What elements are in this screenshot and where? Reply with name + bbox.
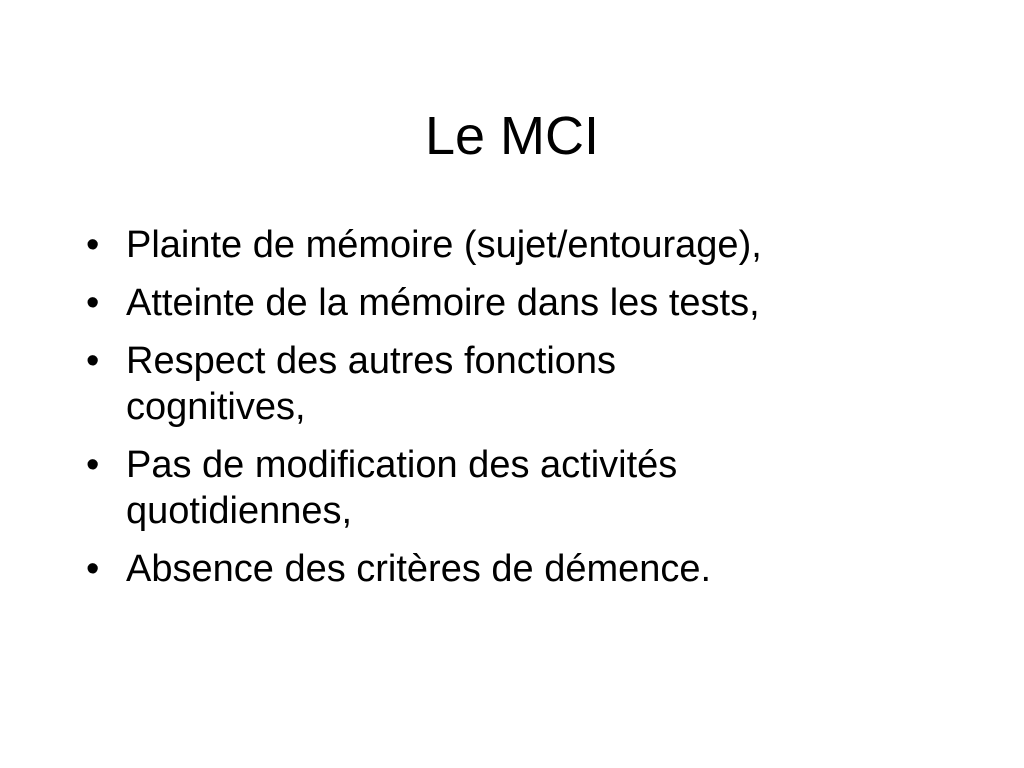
bullet-item (86, 280, 946, 326)
slide-title: Le MCI (424, 106, 600, 166)
bullet-item (86, 546, 946, 592)
bullet-item (86, 442, 946, 534)
bullet-icon: • (86, 548, 100, 590)
bullet-icon: • (86, 224, 100, 266)
bullet-list (86, 222, 946, 604)
bullet-icon: • (86, 340, 100, 382)
bullet-text: Respect des autres fonctions cognitives, (126, 340, 617, 428)
bullet-text: Atteinte de la mémoire dans les tests, (126, 282, 760, 324)
bullet-icon: • (86, 444, 100, 486)
bullet-item (86, 222, 946, 268)
bullet-item (86, 338, 946, 430)
bullet-text: Pas de modification des activités quotidiennes, (126, 444, 678, 532)
bullet-icon: • (86, 282, 100, 324)
bullet-text: Plainte de mémoire (sujet/entourage), (126, 224, 762, 266)
bullet-text: Absence des critères de démence. (126, 548, 712, 590)
